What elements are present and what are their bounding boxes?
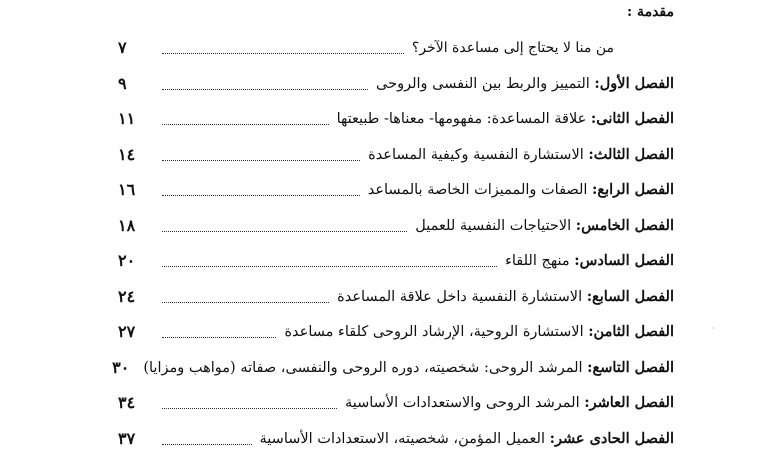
- toc-entry-title: من منا لا يحتاج إلى مساعدة الآخر؟: [411, 39, 614, 56]
- page-number: ٢٤: [118, 286, 136, 306]
- page-number: ١٤: [118, 144, 136, 164]
- toc-row: [118, 208, 674, 244]
- dot-leader: [162, 231, 407, 232]
- page-number: ١٦: [118, 180, 136, 200]
- toc-entry-title: الفصل الثامن: الاستشارة الروحية، الإرشاد الروحى كلقاء مساعدة: [284, 323, 674, 341]
- toc-row: [118, 314, 674, 350]
- page-number: ٣٧: [118, 428, 136, 448]
- toc-entry-title: الفصل الحادى عشر: العميل المؤمن، شخصيته، الاستعدادات الأساسية: [259, 429, 674, 447]
- toc-row: [118, 172, 674, 208]
- dot-leader: [162, 124, 329, 125]
- scan-speck: ·: [712, 324, 715, 333]
- dot-leader: [162, 266, 497, 267]
- dot-leader: [162, 408, 337, 409]
- toc-row: [118, 30, 674, 66]
- toc-entry-title: الفصل الثالث: الاستشارة النفسية وكيفية المساعدة: [368, 145, 674, 163]
- dot-leader: [162, 160, 360, 161]
- dot-leader: [162, 337, 276, 338]
- toc-row: [112, 350, 674, 386]
- dot-leader: [162, 89, 368, 90]
- toc-row: [118, 243, 674, 279]
- page-number: ٢٠: [118, 251, 136, 271]
- page-number: ١١: [118, 109, 136, 129]
- toc-entry-title: الفصل السادس: منهج اللقاء: [505, 252, 674, 270]
- dot-leader: [162, 53, 404, 54]
- intro-heading: مقدمة :: [627, 4, 674, 20]
- dot-leader: [162, 444, 252, 445]
- toc-row: [118, 101, 674, 137]
- page-number: ٧: [118, 38, 127, 58]
- toc-entry-title: الفصل الثانى: علاقة المساعدة: مفهومها- معناها- طبيعتها: [336, 110, 674, 128]
- table-of-contents: [112, 30, 674, 456]
- toc-entry-title: الفصل الخامس: الاحتياجات النفسية للعميل: [415, 216, 674, 234]
- toc-row: [118, 279, 674, 315]
- toc-row: [118, 385, 674, 421]
- dot-leader: [162, 302, 329, 303]
- dot-leader: [162, 195, 360, 196]
- toc-entry-title: الفصل التاسع: المرشد الروحى: شخصيته، دوره الروحى والنفسى، صفاته (مواهب ومزايا): [143, 358, 674, 376]
- toc-entry-title: الفصل الأول: التمييز والربط بين النفسى والروحى: [376, 74, 674, 92]
- toc-row: [118, 66, 674, 102]
- page-number: ١٨: [118, 215, 136, 235]
- toc-row: [118, 137, 674, 173]
- toc-row: [118, 421, 674, 457]
- toc-entry-title: الفصل العاشر: المرشد الروحى والاستعدادات الأساسية: [344, 394, 674, 412]
- page-number: ٣٠: [112, 357, 130, 377]
- page-number: ٣٤: [118, 393, 136, 413]
- toc-entry-title: الفصل السابع: الاستشارة النفسية داخل علاقة المساعدة: [337, 287, 674, 305]
- page-number: ٩: [118, 73, 127, 93]
- toc-entry-title: الفصل الرابع: الصفات والمميزات الخاصة بالمساعد: [367, 181, 674, 199]
- page-number: ٢٧: [118, 322, 136, 342]
